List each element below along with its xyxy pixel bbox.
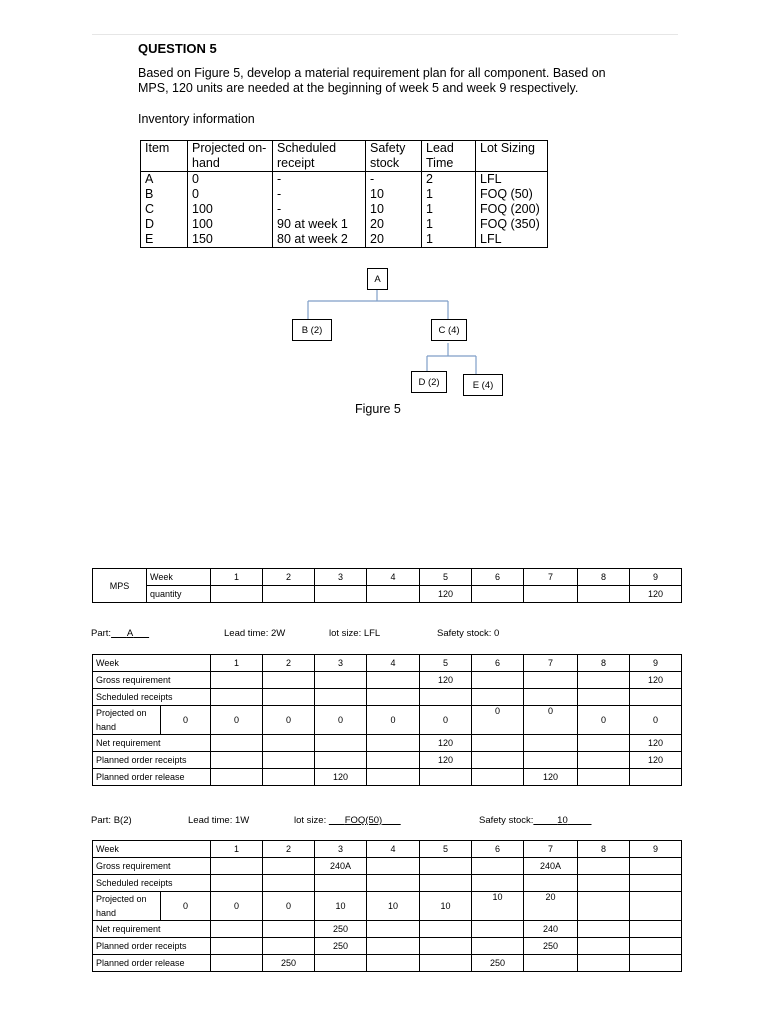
question-text-line-1: Based on Figure 5, develop a material requirement plan for all component. Based on: [138, 66, 606, 80]
bom-node-b: B (2): [292, 319, 332, 341]
part-a-cell: [367, 689, 420, 706]
inventory-cell: 90 at week 1: [273, 217, 366, 232]
part-b-cell: [367, 921, 420, 938]
part-b-cell: [263, 938, 315, 955]
part-a-row-label: Planned order receipts: [93, 752, 211, 769]
part-a-cell: [211, 689, 263, 706]
part-b-row-label: Gross requirement: [93, 858, 211, 875]
part-b-cell: [472, 858, 524, 875]
part-a-part: [91, 628, 149, 639]
part-a-row: [93, 672, 682, 689]
part-a-cell: 8: [578, 655, 630, 672]
inventory-cell: -: [273, 172, 366, 188]
part-a-cell: 9: [630, 655, 682, 672]
part-b-cell: 240A: [524, 858, 578, 875]
part-b-cell: 10: [367, 892, 420, 921]
mps-table: [92, 568, 682, 603]
part-a-cell: 0: [630, 706, 682, 735]
part-b-cell: 6: [472, 841, 524, 858]
inventory-cell: FOQ (350): [476, 217, 548, 232]
part-b-cell: [472, 938, 524, 955]
inventory-cell: FOQ (50): [476, 187, 548, 202]
part-a-row: [93, 769, 682, 786]
part-b-cell: [211, 955, 263, 972]
part-b-cell: 5: [420, 841, 472, 858]
part-a-row-label: Planned order release: [93, 769, 211, 786]
figure-caption: Figure 5: [355, 402, 401, 416]
part-a-row-label: Week: [93, 655, 211, 672]
part-a-cell: 0: [263, 706, 315, 735]
part-b-safety-label: Safety stock:: [479, 815, 534, 826]
part-b-row-label: Week: [93, 841, 211, 858]
inventory-cell: LFL: [476, 232, 548, 248]
part-b-cell: [211, 938, 263, 955]
part-a-cell: 0: [211, 706, 263, 735]
part-a-cell: [367, 735, 420, 752]
inventory-header-cell: Item: [141, 141, 188, 172]
part-b-cell: [472, 921, 524, 938]
inventory-cell: 150: [188, 232, 273, 248]
inventory-cell: FOQ (200): [476, 202, 548, 217]
part-a-cell: [472, 689, 524, 706]
mps-label: MPS: [93, 569, 147, 603]
part-a-cell: [420, 769, 472, 786]
part-a-cell: [263, 752, 315, 769]
part-b-cell: [630, 921, 682, 938]
inventory-header-cell: Scheduled receipt: [273, 141, 366, 172]
part-b-cell: [263, 921, 315, 938]
part-a-row-label: Projected on hand: [93, 706, 161, 735]
part-a-cell: [578, 752, 630, 769]
mps-qty-cell: [211, 586, 263, 603]
part-b-cell: [630, 955, 682, 972]
inventory-header-cell: Safety stock: [366, 141, 422, 172]
part-a-cell: 0: [578, 706, 630, 735]
part-a-cell: [630, 689, 682, 706]
part-a-cell: 5: [420, 655, 472, 672]
inventory-cell: 2: [422, 172, 476, 188]
mps-qty-cell: [263, 586, 315, 603]
part-a-row: [93, 735, 682, 752]
part-a-cell: 1: [211, 655, 263, 672]
part-a-cell: [524, 735, 578, 752]
mps-week-cell: 9: [630, 569, 682, 586]
part-a-row-label: Scheduled receipts: [93, 689, 211, 706]
inventory-cell: LFL: [476, 172, 548, 188]
part-b-row-label: Planned order receipts: [93, 938, 211, 955]
mps-week-cell: 1: [211, 569, 263, 586]
part-b-row-label: Planned order release: [93, 955, 211, 972]
part-b-row-label: Net requirement: [93, 921, 211, 938]
inventory-cell: 1: [422, 202, 476, 217]
part-a-cell: [578, 735, 630, 752]
part-a-cell: 6: [472, 655, 524, 672]
part-b-cell: [472, 875, 524, 892]
part-a-cell: 120: [420, 752, 472, 769]
part-b-cell: [420, 921, 472, 938]
part-b-cell: [578, 938, 630, 955]
part-b-cell: 10: [472, 892, 524, 921]
part-b-cell: 250: [315, 938, 367, 955]
mps-week-cell: 5: [420, 569, 472, 586]
part-a-cell: [211, 769, 263, 786]
part-b-cell: [420, 875, 472, 892]
part-b-cell: [420, 955, 472, 972]
inventory-cell: 20: [366, 232, 422, 248]
part-b-cell: [630, 875, 682, 892]
part-a-row-label: Gross requirement: [93, 672, 211, 689]
inventory-cell: -: [273, 187, 366, 202]
bom-node-a: A: [367, 268, 388, 290]
part-a-cell: 120: [630, 735, 682, 752]
part-b-cell: 20: [524, 892, 578, 921]
part-a-cell: [472, 769, 524, 786]
part-a-row: [93, 752, 682, 769]
part-a-cell: 120: [420, 735, 472, 752]
part-a-cell: 120: [524, 769, 578, 786]
mps-week-row: [93, 569, 682, 586]
inventory-cell: 0: [188, 187, 273, 202]
question-text-line-2: MPS, 120 units are needed at the beginning of week 5 and week 9 respectively.: [138, 81, 579, 95]
part-b-cell: [420, 938, 472, 955]
part-a-cell: [263, 672, 315, 689]
part-b-cell: 1: [211, 841, 263, 858]
part-a-cell: [578, 769, 630, 786]
part-b-safety-value: 10: [557, 815, 568, 826]
part-b-cell: 240: [524, 921, 578, 938]
mps-week-cell: 8: [578, 569, 630, 586]
inventory-cell: 1: [422, 187, 476, 202]
part-a-cell: 120: [630, 752, 682, 769]
part-b-cell: [367, 875, 420, 892]
part-a-part-value: A: [126, 628, 134, 639]
part-b-cell: 250: [263, 955, 315, 972]
part-a-cell: 4: [367, 655, 420, 672]
part-b-cell: 250: [315, 921, 367, 938]
part-a-safety-stock: Safety stock: 0: [437, 628, 500, 639]
part-a-lead-time: Lead time: 2W: [224, 628, 286, 639]
bom-node-c: C (4): [431, 319, 467, 341]
part-b-row-label: Projected on hand: [93, 892, 161, 921]
part-a-cell: [315, 735, 367, 752]
inventory-header-cell: Projected on-hand: [188, 141, 273, 172]
part-b-cell: [524, 875, 578, 892]
part-a-cell: 0: [524, 706, 578, 735]
part-a-cell: [263, 769, 315, 786]
part-b-cell: [211, 875, 263, 892]
inventory-cell: 80 at week 2: [273, 232, 366, 248]
inventory-cell: -: [366, 172, 422, 188]
part-a-cell: 120: [420, 672, 472, 689]
part-a-cell: [578, 672, 630, 689]
mps-qty-cell: [472, 586, 524, 603]
part-b-row: [93, 938, 682, 955]
mps-qty-cell: [524, 586, 578, 603]
part-b-cell: 3: [315, 841, 367, 858]
part-a-cell: [524, 752, 578, 769]
inventory-header-cell: Lot Sizing: [476, 141, 548, 172]
part-b-cell: [315, 875, 367, 892]
inventory-cell: E: [141, 232, 188, 248]
part-b-cell: [578, 892, 630, 921]
part-a-cell: 3: [315, 655, 367, 672]
inventory-cell: 100: [188, 217, 273, 232]
part-a-cell: [524, 672, 578, 689]
part-b-lead-time: Lead time: 1W: [188, 815, 250, 826]
part-a-cell: [263, 689, 315, 706]
part-b-safety-stock: [479, 815, 592, 826]
part-b-cell: 0: [211, 892, 263, 921]
inventory-cell: 10: [366, 202, 422, 217]
part-a-row: [93, 689, 682, 706]
inventory-cell: 100: [188, 202, 273, 217]
part-a-cell: [211, 735, 263, 752]
part-a-cell: [472, 735, 524, 752]
part-b-row: [93, 841, 682, 858]
bom-node-d: D (2): [411, 371, 447, 393]
part-b-mrp-table: [92, 840, 682, 972]
part-b-cell: [367, 858, 420, 875]
part-b-row-label: Scheduled receipts: [93, 875, 211, 892]
part-a-cell: [315, 689, 367, 706]
mps-qty-cell: [315, 586, 367, 603]
part-a-cell: 0: [367, 706, 420, 735]
part-b-cell: [263, 858, 315, 875]
inventory-label: Inventory information: [138, 112, 255, 126]
inventory-cell: D: [141, 217, 188, 232]
part-b-row: [93, 875, 682, 892]
part-a-cell: 120: [315, 769, 367, 786]
bom-node-e: E (4): [463, 374, 503, 396]
inventory-cell: A: [141, 172, 188, 188]
part-a-cell: [578, 689, 630, 706]
part-a-cell: 2: [263, 655, 315, 672]
mps-week-cell: 2: [263, 569, 315, 586]
mps-week-cell: 4: [367, 569, 420, 586]
inventory-cell: 0: [188, 172, 273, 188]
question-title: QUESTION 5: [138, 41, 217, 56]
part-b-cell: [420, 858, 472, 875]
part-a-cell: 0: [472, 706, 524, 735]
part-b-cell: [630, 938, 682, 955]
part-a-mrp-table: [92, 654, 682, 786]
part-b-cell: [367, 938, 420, 955]
part-b-cell: 8: [578, 841, 630, 858]
part-b-cell: [630, 858, 682, 875]
part-a-cell: [524, 689, 578, 706]
part-b-row: [93, 858, 682, 875]
part-b-cell: [630, 892, 682, 921]
part-b-cell: 0: [263, 892, 315, 921]
mps-week-label: Week: [147, 569, 211, 586]
part-b-cell: [315, 955, 367, 972]
inventory-cell: 10: [366, 187, 422, 202]
inventory-cell: 1: [422, 232, 476, 248]
part-a-cell: [263, 735, 315, 752]
inventory-cell: -: [273, 202, 366, 217]
mps-qty-cell: 120: [630, 586, 682, 603]
inventory-cell: C: [141, 202, 188, 217]
mps-week-cell: 6: [472, 569, 524, 586]
part-b-row: [93, 892, 682, 921]
mps-qty-cell: 120: [420, 586, 472, 603]
mps-qty-row: [93, 586, 682, 603]
part-a-cell: 7: [524, 655, 578, 672]
mps-qty-cell: [367, 586, 420, 603]
part-a-cell: 0: [420, 706, 472, 735]
part-a-cell: [367, 769, 420, 786]
part-b-cell: 250: [472, 955, 524, 972]
part-b-cell: 2: [263, 841, 315, 858]
part-a-cell: [367, 752, 420, 769]
part-b-cell: [578, 955, 630, 972]
part-a-initial-on-hand: 0: [161, 706, 211, 735]
part-b-cell: [263, 875, 315, 892]
part-b-cell: [367, 955, 420, 972]
inventory-header-cell: Lead Time: [422, 141, 476, 172]
part-b-cell: [524, 955, 578, 972]
part-a-cell: [472, 672, 524, 689]
inventory-cell: 20: [366, 217, 422, 232]
part-a-cell: [630, 769, 682, 786]
part-b-initial-on-hand: 0: [161, 892, 211, 921]
part-b-cell: 240A: [315, 858, 367, 875]
part-b-cell: 4: [367, 841, 420, 858]
part-a-cell: 0: [315, 706, 367, 735]
part-a-cell: [420, 689, 472, 706]
bom-connectors: [0, 0, 768, 420]
mps-qty-label: quantity: [147, 586, 211, 603]
part-b-part-label: Part: B(2): [91, 815, 132, 826]
part-b-row: [93, 955, 682, 972]
part-a-cell: [367, 672, 420, 689]
part-b-cell: 10: [420, 892, 472, 921]
part-b-row: [93, 921, 682, 938]
part-a-cell: [211, 752, 263, 769]
mps-week-cell: 7: [524, 569, 578, 586]
part-a-lot-size: lot size: LFL: [329, 628, 381, 639]
part-a-cell: [315, 672, 367, 689]
part-b-cell: 7: [524, 841, 578, 858]
inventory-cell: B: [141, 187, 188, 202]
part-b-cell: [578, 921, 630, 938]
part-b-cell: [211, 858, 263, 875]
part-b-cell: 250: [524, 938, 578, 955]
part-a-cell: 120: [630, 672, 682, 689]
part-b-lot-size-label: lot size:: [294, 815, 327, 826]
part-a-row: [93, 706, 682, 735]
mps-week-cell: 3: [315, 569, 367, 586]
part-b-cell: 10: [315, 892, 367, 921]
part-a-row-label: Net requirement: [93, 735, 211, 752]
mps-qty-cell: [578, 586, 630, 603]
part-b-lot-size: [294, 815, 401, 826]
part-a-row: [93, 655, 682, 672]
part-b-lot-size-value: FOQ(50): [344, 815, 383, 826]
part-a-cell: [472, 752, 524, 769]
part-b-cell: [211, 921, 263, 938]
part-b-cell: [578, 875, 630, 892]
part-a-part-label: Part:: [91, 628, 112, 639]
part-b-cell: 9: [630, 841, 682, 858]
inventory-cell: 1: [422, 217, 476, 232]
part-a-cell: [211, 672, 263, 689]
part-b-cell: [578, 858, 630, 875]
part-a-cell: [315, 752, 367, 769]
